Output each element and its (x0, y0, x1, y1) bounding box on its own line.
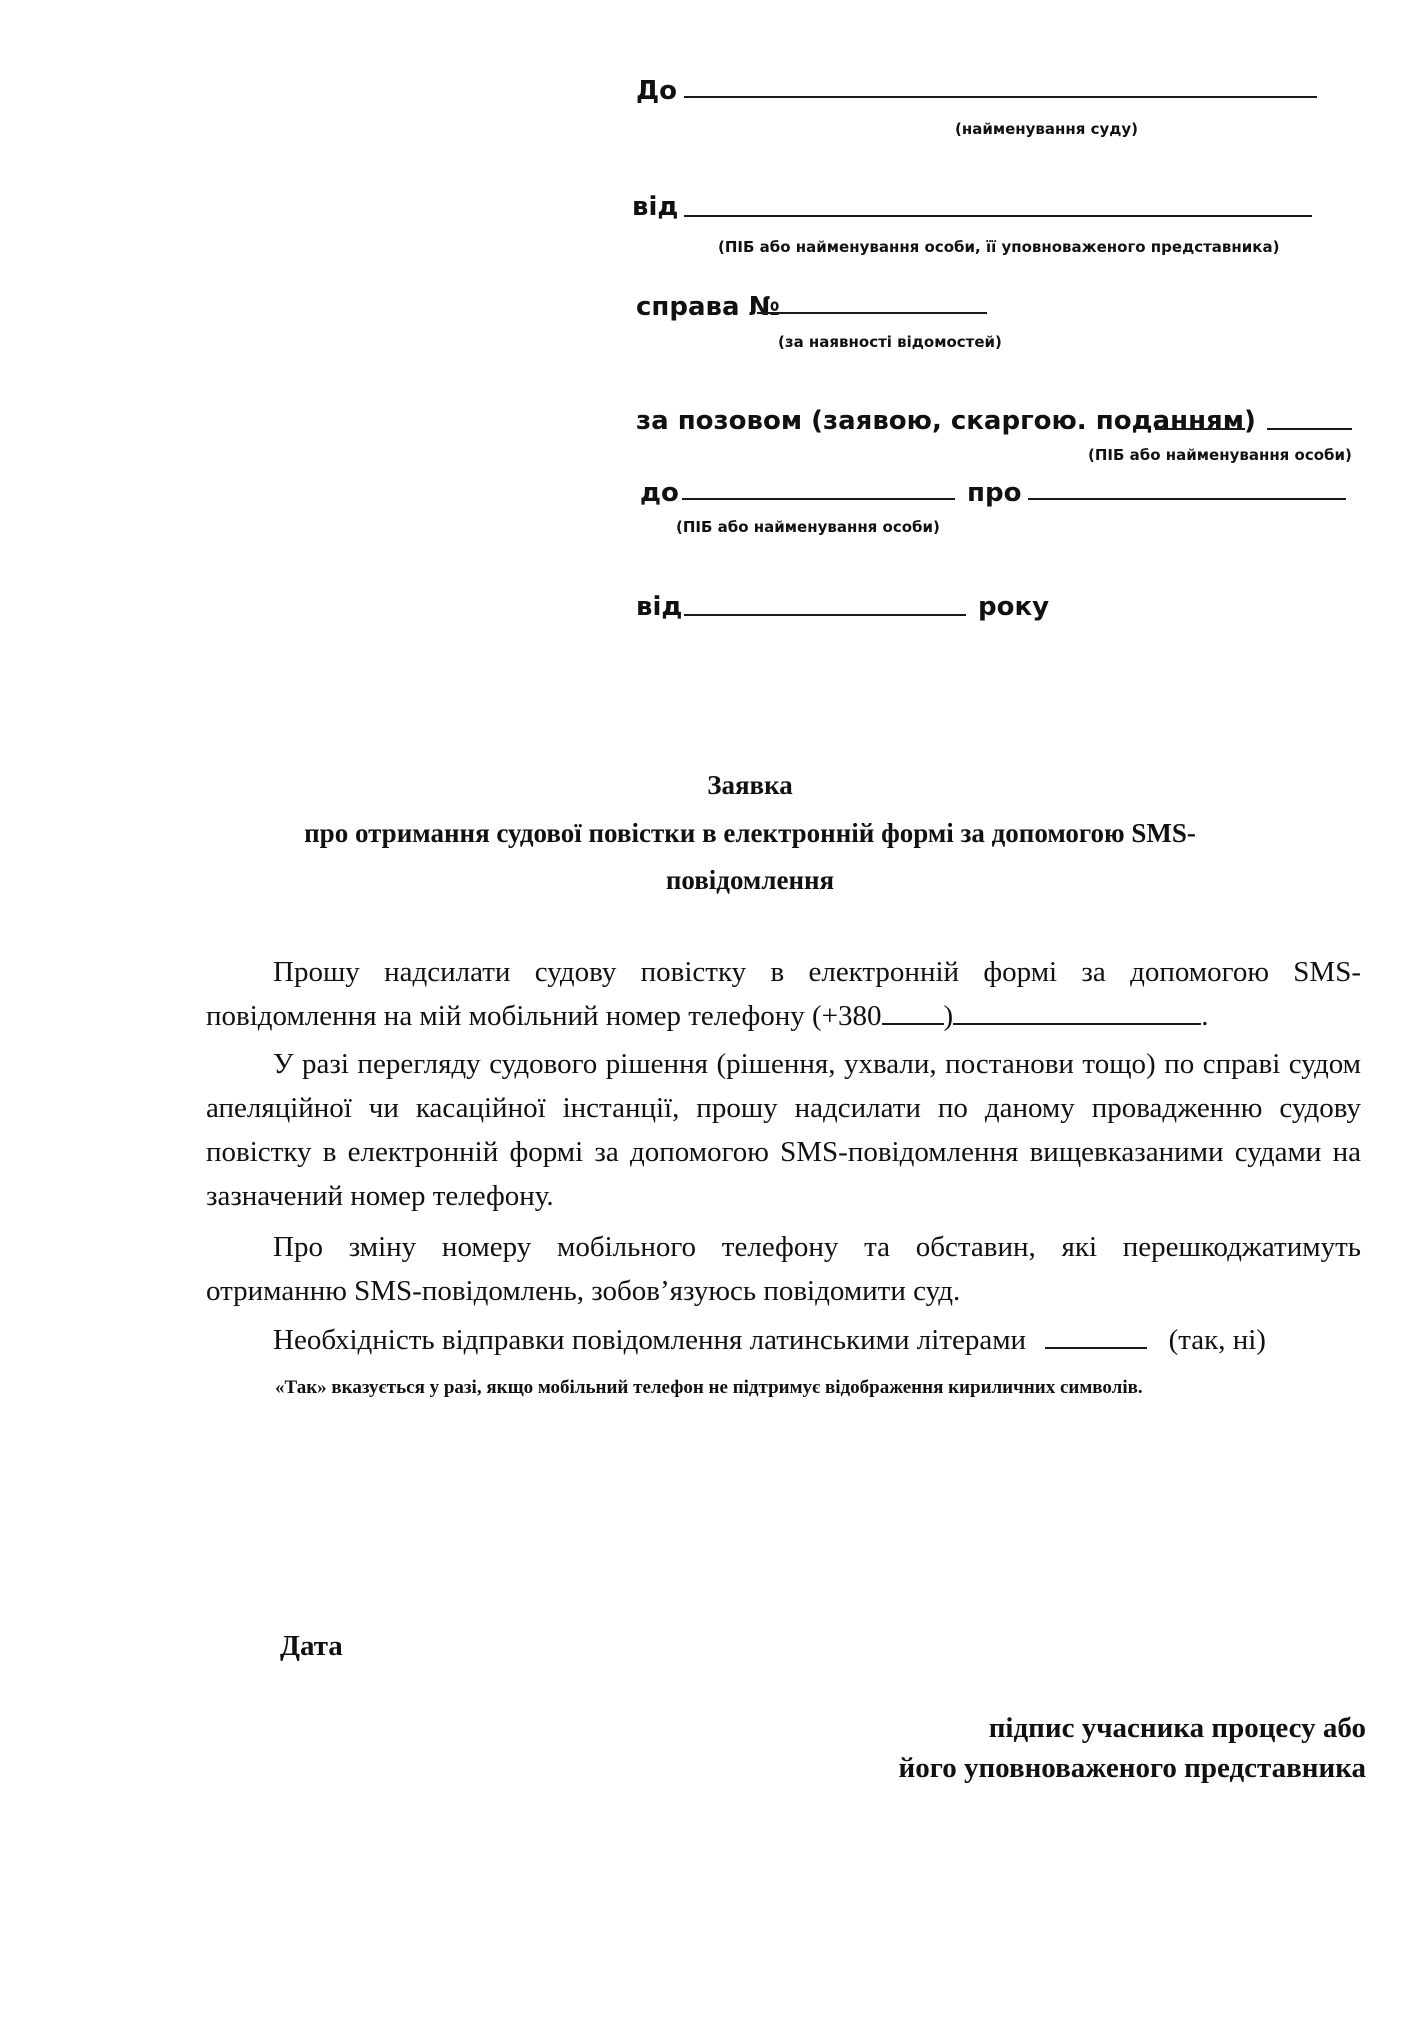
date-field-line[interactable] (684, 614, 966, 616)
signature-caption-line2: його уповноваженого представника (898, 1752, 1366, 1784)
signature-caption-line1: підпис учасника процесу або (988, 1712, 1366, 1744)
against-field-line[interactable] (682, 498, 955, 500)
paragraph-change-notice: Про зміну номеру мобільного телефону та обставин, які перешкоджатимуть отриманню SMS-повідомлень, зобов’язуюсь повідомити суд. (206, 1231, 1361, 1307)
document-title: Заявка (707, 770, 793, 800)
paragraph-request-end: . (1201, 1000, 1209, 1032)
document-subtitle-line2: повідомлення (665, 865, 835, 895)
operator-code-field[interactable] (882, 995, 944, 1025)
claim-hint: (ПІБ або найменування особи) (1088, 446, 1352, 464)
claim-field-line-1[interactable] (1155, 428, 1245, 430)
year-label: року (978, 592, 1050, 622)
claim-label: за позовом (заявою, скаргою. поданням) (636, 406, 1256, 436)
phone-number-field[interactable] (953, 995, 1201, 1025)
case-label: справа № (636, 292, 780, 322)
to-field-line[interactable] (684, 96, 1317, 98)
case-field-line[interactable] (757, 312, 987, 314)
about-label: про (967, 478, 1022, 508)
paragraph-appeal: У разі перегляду судового рішення (рішення, ухвали, постанови тощо) по справі судом апеляційної чи касаційної інстанції, прошу надсилати по даному провадженню судову повістку в електронній формі за допомогою SMS-повідомлення вищевказаними судами на зазначений номер телефону. (206, 1048, 1361, 1212)
paragraph-request-text: Прошу надсилати судову повістку в електронній формі за допомогою SMS-повідомлення на мій мобільний номер телефону (+380 (206, 956, 1361, 1032)
paragraph-latin (206, 1318, 1361, 1362)
against-hint: (ПІБ або найменування особи) (676, 518, 940, 536)
from-field-line[interactable] (684, 215, 1312, 217)
claim-field-line-2[interactable] (1267, 428, 1352, 430)
paragraph-request (206, 950, 1361, 1038)
from-hint: (ПІБ або найменування особи, її уповноваженого представника) (718, 238, 1280, 256)
from-label: від (632, 192, 679, 222)
paragraph-latin-options: (так, ні) (1168, 1324, 1266, 1356)
paragraph-request-close: ) (943, 1000, 954, 1032)
case-hint: (за наявності відомостей) (778, 333, 1002, 351)
date-from-label: від (636, 592, 683, 622)
latin-note: «Так» вказується у разі, якщо мобільний телефон не підтримує відображення кириличних символів. (275, 1377, 1143, 1398)
about-field-line[interactable] (1028, 498, 1346, 500)
paragraph-latin-text: Необхідність відправки повідомлення латинськими літерами (273, 1324, 1027, 1356)
document-subtitle-line1: про отримання судової повістки в електронній формі за допомогою SMS- (304, 818, 1196, 848)
latin-choice-field[interactable] (1045, 1319, 1147, 1349)
date-label: Дата (280, 1630, 343, 1662)
against-label: до (640, 478, 679, 508)
to-hint: (найменування суду) (955, 120, 1139, 138)
to-label: До (636, 76, 678, 106)
